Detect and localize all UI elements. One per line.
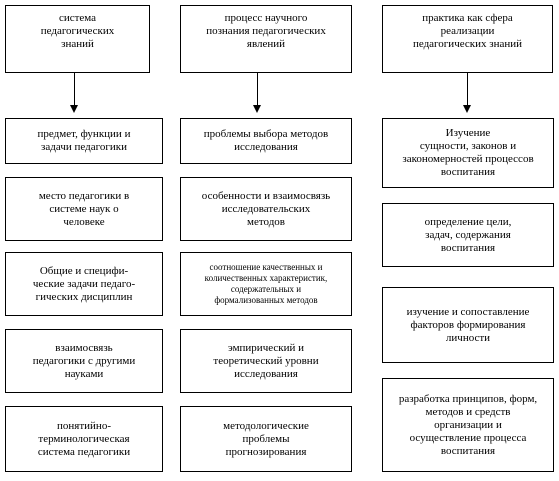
column-2-item-3-box <box>180 252 352 316</box>
column-3-item-1-text: Изучение сущности, законов и закономерностей процессов воспитания <box>402 127 534 178</box>
column-3-item-4-text: разработка принципов, форм, методов и средств организации и осуществление процесса воспитания <box>398 392 538 457</box>
column-2-item-2-text: особенности и взаимосвязь исследовательских методов <box>201 189 331 228</box>
column-1-item-4-box <box>5 329 163 393</box>
column-2-arrow <box>253 73 262 113</box>
column-2-item-4-text: эмпирический и теоретический уровни исследования <box>213 341 319 380</box>
column-1-item-2-text: место педагогики в системе наук о человеке <box>38 189 130 228</box>
column-2-item-4-box <box>180 329 352 393</box>
column-1-item-5-box <box>5 406 163 472</box>
column-2-item-2-box <box>180 177 352 241</box>
column-3-item-3-box <box>382 287 554 363</box>
column-1-item-3-box <box>5 252 163 316</box>
column-2-item-3-text: соотношение качественных и количественных характеристик, содержательных и формализованных методов <box>204 262 328 305</box>
column-3-arrow <box>463 73 472 113</box>
column-1-header-text: система педагогических знаний <box>40 12 115 50</box>
column-1-item-1-box <box>5 118 163 164</box>
column-3-item-1-box <box>382 118 554 188</box>
column-3-item-4-box <box>382 378 554 472</box>
column-2-item-5-box <box>180 406 352 472</box>
column-3-item-2-box <box>382 203 554 267</box>
column-2-item-5-text: методологические проблемы прогнозирования <box>223 419 309 458</box>
column-1-item-1-text: предмет, функции и задачи педагогики <box>37 128 131 153</box>
column-3-item-3-text: изучение и сопоставление факторов формирования личности <box>406 305 530 344</box>
column-1-item-4-text: взаимосвязь педагогики с другими науками <box>32 341 136 380</box>
column-3-header-text: практика как сфера реализации педагогических знаний <box>412 12 523 50</box>
column-2-header-text: процесс научного познания педагогических явлений <box>206 12 326 50</box>
column-1-item-5-text: понятийно- терминологическая система педагогики <box>37 419 131 458</box>
column-2-item-1-box <box>180 118 352 164</box>
column-2-header-box <box>180 5 352 73</box>
column-3-item-2-text: определение цели, задач, содержания воспитания <box>424 215 512 254</box>
column-3-header-box <box>382 5 553 73</box>
column-2-item-1-text: проблемы выбора методов исследования <box>203 128 329 153</box>
column-1-arrow <box>70 73 79 113</box>
column-1-header-box <box>5 5 150 73</box>
column-1-item-3-text: Общие и специфи- ческие задачи педаго- гических дисциплин <box>32 264 136 303</box>
column-1-item-2-box <box>5 177 163 241</box>
